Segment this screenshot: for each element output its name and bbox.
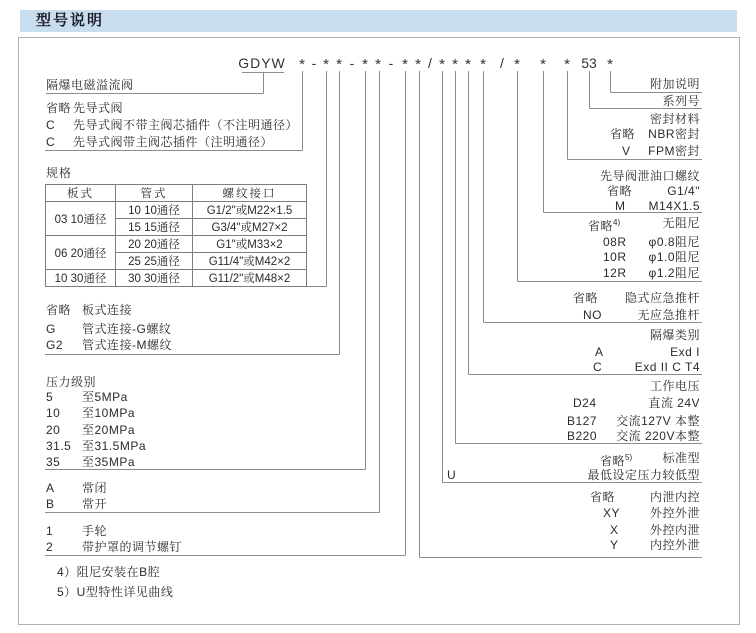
spec-cell: 25 25通径 [116, 253, 193, 270]
field-label: 无应急推杆 [637, 308, 700, 322]
spec-cell: 20 20通径 [116, 236, 193, 253]
pilot-type-row [46, 117, 298, 133]
code-value: 10 [46, 406, 61, 420]
connection-row [46, 302, 132, 318]
field-label: 先导式阀不带主阀芯插件（不注明通径） [73, 118, 299, 132]
emergency-pin-row [380, 307, 702, 323]
seal-material-row [380, 111, 702, 127]
adjuster-type-row [46, 539, 182, 555]
footnote-ref: 4) [613, 218, 621, 227]
pilot-drain-thread-row [380, 168, 702, 184]
code-value: 省略$^{5)}$ [600, 453, 633, 468]
spec-cell: G3/4"或M27×2 [193, 219, 307, 236]
field-label: 隐式应急推杆 [624, 291, 700, 305]
field-label: φ1.0阻尼 [648, 250, 700, 264]
field-label: 板式连接 [82, 303, 133, 317]
field-label: 外控外泄 [649, 506, 700, 520]
model-code-token: * [362, 56, 368, 73]
spec-cell: G11/2"或M48×2 [193, 270, 307, 287]
code-value: 2 [46, 540, 54, 554]
field-label: 管式连接-M螺纹 [82, 338, 172, 352]
code-value: 08R [603, 235, 627, 249]
model-code-token: * [480, 56, 486, 73]
field-label: 标准型 [662, 451, 700, 465]
adjuster-type-row [46, 523, 107, 539]
working-voltage-row [380, 395, 702, 411]
section-header [20, 10, 737, 32]
model-code-token: * [514, 56, 520, 73]
field-label: 管式连接-G螺纹 [82, 322, 172, 336]
model-code-prefix: GDYW [238, 55, 286, 71]
code-value: 35 [46, 455, 61, 469]
code-value: 省略 [590, 490, 616, 504]
seal-material-row [380, 126, 702, 142]
field-label: 交流 220V本整 [616, 429, 700, 443]
field-label: 至31.5MPa [82, 439, 147, 453]
connection-row [46, 321, 171, 337]
pilot-type-row [46, 100, 123, 116]
code-value: B127 [567, 414, 598, 428]
field-label: NBR密封 [648, 127, 700, 141]
code-value: 20 [46, 423, 61, 437]
code-value: 省略 [573, 291, 599, 305]
model-code-token: * [540, 56, 546, 73]
code-value: C [46, 118, 56, 132]
field-label: 常闭 [82, 481, 108, 495]
operation-mode-row [46, 480, 107, 496]
model-code-token: * [439, 56, 445, 73]
field-title: 系列号 [662, 94, 700, 108]
code-value: D24 [573, 396, 597, 410]
field-label: Exd I [670, 345, 700, 359]
field-label: 先导式阀 [73, 101, 124, 115]
addendum-row [380, 76, 702, 92]
pilot-drain-thread-row [380, 198, 702, 214]
field-title: 隔爆电磁溢流阀 [46, 78, 134, 92]
model-code-token: * [607, 56, 613, 73]
code-value: A [46, 481, 55, 495]
spec-cell: G1"或M33×2 [193, 236, 307, 253]
field-label: 内控外泄 [649, 538, 700, 552]
code-value: 10R [603, 250, 627, 264]
code-value: 12R [603, 266, 627, 280]
footnote-ref: 5) [625, 453, 633, 462]
model-code-token: * [336, 56, 342, 73]
field-label: 无阻尼 [662, 216, 700, 230]
model-code-token: 53 [581, 55, 597, 71]
field-label: FPM密封 [648, 144, 700, 158]
code-value: C [593, 360, 603, 374]
code-value: 5 [46, 390, 54, 404]
control-drain-row [380, 522, 702, 538]
field-title: 压力级别 [46, 375, 97, 389]
field-title: 密封材料 [649, 112, 700, 126]
field-label: 交流127V 本整 [616, 414, 700, 428]
control-drain-row [380, 537, 702, 553]
code-value: G2 [46, 338, 64, 352]
damping-row [380, 249, 702, 265]
spec-cell: 10 30通径 [46, 270, 116, 287]
pressure-grade-row [46, 374, 96, 390]
spec-cell: G1/2"或M22×1.5 [193, 202, 307, 219]
code-value: U [447, 468, 457, 482]
series-no-row [380, 93, 702, 109]
valve-name-row [46, 77, 134, 93]
field-label: φ1.2阻尼 [648, 266, 700, 280]
field-label: 至5MPa [82, 390, 128, 404]
code-value: 省略$^{4)}$ [588, 218, 621, 233]
spec-col-header: 螺纹接口 [193, 185, 307, 202]
seal-material-row [380, 143, 702, 159]
spec-cell: 03 10通径 [46, 202, 116, 236]
field-label: φ0.8阻尼 [648, 235, 700, 249]
field-label: 常开 [82, 497, 108, 511]
field-title: 附加说明 [649, 77, 700, 91]
emergency-pin-row [380, 290, 702, 306]
footnote: 5）U型特性详见曲线 [57, 585, 174, 599]
field-title: 隔爆类别 [649, 328, 700, 342]
footnote: 4）阻尼安装在B腔 [57, 565, 161, 579]
field-title: 先导阀泄油口螺纹 [599, 169, 700, 183]
field-label: 先导式阀带主阀芯插件（注明通径） [73, 135, 274, 149]
spec-cell: 30 30通径 [116, 270, 193, 287]
spec-cell: G11/4"或M42×2 [193, 253, 307, 270]
model-code-token: * [465, 56, 471, 73]
model-code-token: * [402, 56, 408, 73]
model-code-token: * [415, 56, 421, 73]
pressure-grade-row [46, 405, 135, 421]
control-drain-row [380, 489, 702, 505]
exd-class-row [380, 327, 702, 343]
model-code-token: * [452, 56, 458, 73]
code-value: A [595, 345, 604, 359]
model-code-token: - [311, 55, 317, 71]
working-voltage-row [380, 413, 702, 429]
spec-table [45, 184, 307, 287]
code-value: XY [603, 506, 621, 520]
model-code-token: * [564, 56, 570, 73]
model-code-token: * [299, 56, 305, 73]
spec-table-title: 规格 [46, 166, 73, 180]
field-label: 直流 24V [648, 396, 700, 410]
damping-row [380, 215, 702, 231]
pilot-type-row [46, 134, 273, 150]
code-value: G [46, 322, 56, 336]
field-label: Exd II C T4 [634, 360, 700, 374]
pressure-grade-row [46, 454, 135, 470]
field-label: 最低设定压力较低型 [587, 468, 700, 482]
pressure-grade-row [46, 422, 135, 438]
control-drain-row [380, 505, 702, 521]
model-code-token: * [323, 56, 329, 73]
code-value: 省略 [46, 303, 72, 317]
spec-cell: 10 10通径 [116, 202, 193, 219]
field-label: 手轮 [82, 524, 108, 538]
spec-cell: 15 15通径 [116, 219, 193, 236]
pressure-grade-row [46, 438, 146, 454]
code-value: NO [583, 308, 602, 322]
code-value: B220 [567, 429, 598, 443]
field-label: 外控内泄 [649, 523, 700, 537]
code-value: 省略 [46, 101, 72, 115]
code-value: V [622, 144, 631, 158]
field-label: G1/4" [667, 184, 700, 198]
exd-class-row [380, 359, 702, 375]
model-code-token: / [500, 55, 504, 71]
field-label: 至35MPa [82, 455, 136, 469]
damping-row [380, 234, 702, 250]
operation-mode-row [46, 496, 107, 512]
code-value: C [46, 135, 56, 149]
damping-row [380, 265, 702, 281]
field-title: 工作电压 [649, 379, 700, 393]
model-code-token: * [375, 56, 381, 73]
standard-type-row [380, 467, 702, 483]
code-value: 省略 [607, 184, 633, 198]
pilot-drain-thread-row [380, 183, 702, 199]
field-label: 带护罩的调节螺钉 [82, 540, 183, 554]
field-label: 至10MPa [82, 406, 136, 420]
model-code-token: - [349, 55, 355, 71]
field-label: M14X1.5 [648, 199, 700, 213]
code-value: X [610, 523, 619, 537]
spec-cell: 06 20通径 [46, 236, 116, 270]
exd-class-row [380, 344, 702, 360]
spec-col-header: 板式 [46, 185, 116, 202]
spec-col-header: 管式 [116, 185, 193, 202]
code-value: B [46, 497, 55, 511]
code-value: Y [610, 538, 619, 552]
working-voltage-row [380, 428, 702, 444]
field-label: 内泄内控 [649, 490, 700, 504]
model-code-token: - [388, 55, 394, 71]
section-title: 型号说明 [36, 12, 105, 29]
working-voltage-row [380, 378, 702, 394]
field-label: 至20MPa [82, 423, 136, 437]
code-value: 1 [46, 524, 54, 538]
code-value: 省略 [610, 127, 636, 141]
model-code-token: / [428, 55, 432, 71]
connection-row [46, 337, 172, 353]
code-value: 31.5 [46, 439, 72, 453]
standard-type-row [380, 450, 702, 466]
code-value: M [615, 199, 626, 213]
pressure-grade-row [46, 389, 128, 405]
